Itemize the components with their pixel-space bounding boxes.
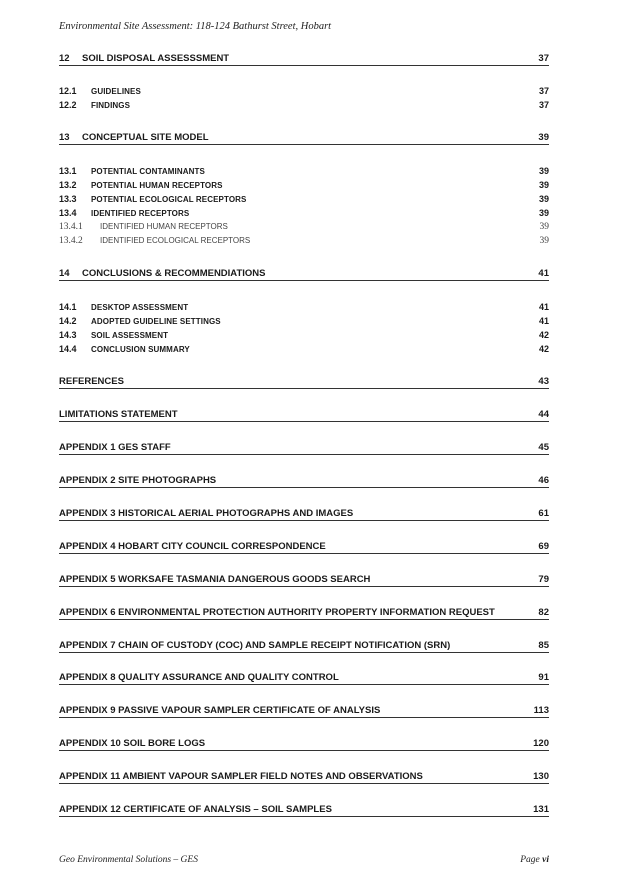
toc-entry-title: FINDINGS [91,101,131,110]
toc-entry-title: APPENDIX 7 CHAIN OF CUSTODY (COC) AND SAMPLE RECEIPT NOTIFICATION (SRN) [59,640,451,651]
toc-entry[interactable] [59,86,549,96]
toc-entry-title: APPENDIX 10 SOIL BORE LOGS [59,738,206,749]
toc-entry-title: IDENTIFIED ECOLOGICAL RECEPTORS [100,236,251,245]
toc-entry[interactable] [59,236,549,246]
toc-entry-title: LIMITATIONS STATEMENT [59,409,178,420]
toc-entry-number: 13.4.2 [59,236,83,246]
toc-entry-page: 120 [533,738,549,749]
toc-entry-page: 82 [538,607,549,618]
toc-entry-title: DESKTOP ASSESSMENT [91,303,189,312]
running-footer: Geo Environmental Solutions – GES [59,855,198,865]
toc-entry[interactable] [59,804,549,817]
toc-entry[interactable] [59,771,549,784]
toc-entry-title: ADOPTED GUIDELINE SETTINGS [91,317,221,326]
toc-entry[interactable] [59,344,549,354]
toc-entry[interactable] [59,302,549,312]
toc-entry-number: 12.2 [59,100,77,110]
toc-entry[interactable] [59,330,549,340]
toc-entry-number: 14 [59,268,70,279]
toc-entry-title: CONCLUSIONS & RECOMMENDIATIONS [82,268,266,279]
toc-entry-title: IDENTIFIED RECEPTORS [91,209,190,218]
toc-entry-page: 39 [538,180,549,190]
toc-entry[interactable] [59,475,549,488]
toc-entry[interactable] [59,442,549,455]
toc-entry-page: 131 [533,804,549,815]
page-number [480,855,549,865]
toc-entry[interactable] [59,316,549,326]
toc-entry-title: POTENTIAL ECOLOGICAL RECEPTORS [91,195,247,204]
running-header: Environmental Site Assessment: 118-124 Bathurst Street, Hobart [59,21,332,32]
toc-entry-page: 61 [538,508,549,519]
toc-entry-title: APPENDIX 9 PASSIVE VAPOUR SAMPLER CERTIFICATE OF ANALYSIS [59,705,381,716]
toc-entry-page: 37 [538,53,549,64]
toc-entry-title: APPENDIX 1 GES STAFF [59,442,171,453]
toc-entry-page: 41 [538,302,549,312]
toc-entry[interactable] [59,222,549,232]
toc-entry-number: 13.1 [59,166,77,176]
toc-entry-number: 13.4 [59,208,77,218]
toc-entry-page: 39 [538,132,549,143]
toc-entry-page: 39 [539,236,549,246]
toc-entry[interactable] [59,53,549,66]
toc-entry[interactable] [59,132,549,145]
toc-entry[interactable] [59,194,549,204]
toc-entry-number: 13.4.1 [59,222,83,232]
toc-entry-page: 42 [538,330,549,340]
toc-entry-page: 41 [538,316,549,326]
toc-entry-page: 42 [538,344,549,354]
toc-entry-title: CONCEPTUAL SITE MODEL [82,132,209,143]
toc-entry-number: 14.4 [59,344,77,354]
toc-entry-page: 39 [538,194,549,204]
toc-entry-page: 41 [538,268,549,279]
page-number-value: vi [542,855,549,865]
toc-entry-title: APPENDIX 2 SITE PHOTOGRAPHS [59,475,217,486]
toc-entry-title: IDENTIFIED HUMAN RECEPTORS [100,222,228,231]
toc-entry-page: 39 [538,208,549,218]
toc-entry-number: 13 [59,132,70,143]
toc-entry[interactable] [59,508,549,521]
toc-entry-title: POTENTIAL CONTAMINANTS [91,167,205,176]
toc-entry-page: 44 [538,409,549,420]
toc-entry[interactable] [59,376,549,389]
toc-entry-title: APPENDIX 8 QUALITY ASSURANCE AND QUALITY CONTROL [59,672,339,683]
toc-entry-number: 13.2 [59,180,77,190]
toc-entry-page: 46 [538,475,549,486]
toc-entry-number: 13.3 [59,194,77,204]
toc-entry-page: 85 [538,640,549,651]
toc-entry-title: CONCLUSION SUMMARY [91,345,190,354]
toc-entry[interactable] [59,672,549,685]
toc-entry[interactable] [59,268,549,281]
toc-entry-number: 12.1 [59,86,77,96]
toc-entry[interactable] [59,640,549,653]
toc-entry-title: GUIDELINES [91,87,141,96]
toc-entry[interactable] [59,738,549,751]
toc-entry-page: 69 [538,541,549,552]
toc-entry[interactable] [59,409,549,422]
toc-entry[interactable] [59,100,549,110]
toc-entry[interactable] [59,705,549,718]
toc-entry-title: APPENDIX 4 HOBART CITY COUNCIL CORRESPONDENCE [59,541,326,552]
toc-entry-page: 39 [538,166,549,176]
toc-entry-title: SOIL ASSESSMENT [91,331,169,340]
toc-entry-title: APPENDIX 3 HISTORICAL AERIAL PHOTOGRAPHS AND IMAGES [59,508,354,519]
toc-entry-number: 12 [59,53,70,64]
page-label: Page [520,855,543,865]
toc-entry-title: SOIL DISPOSAL ASSESSSMENT [82,53,230,64]
toc-entry[interactable] [59,180,549,190]
toc-entry-page: 113 [533,705,549,716]
toc-entry-page: 79 [538,574,549,585]
toc-entry-page: 130 [533,771,549,782]
toc-entry[interactable] [59,166,549,176]
toc-entry-number: 14.1 [59,302,77,312]
toc-entry[interactable] [59,208,549,218]
toc-entry-title: APPENDIX 6 ENVIRONMENTAL PROTECTION AUTHORITY PROPERTY INFORMATION REQUEST [59,607,495,618]
toc-entry-title: APPENDIX 12 CERTIFICATE OF ANALYSIS – SOIL SAMPLES [59,804,332,815]
toc-entry-number: 14.3 [59,330,77,340]
toc-entry[interactable] [59,607,549,620]
toc-entry-page: 45 [538,442,549,453]
toc-entry-page: 43 [538,376,549,387]
toc-entry-page: 91 [538,672,549,683]
toc-entry-page: 37 [538,86,549,96]
toc-entry-page: 39 [539,222,549,232]
toc-entry-number: 14.2 [59,316,77,326]
toc-entry-title: APPENDIX 5 WORKSAFE TASMANIA DANGEROUS GOODS SEARCH [59,574,371,585]
toc-entry-title: POTENTIAL HUMAN RECEPTORS [91,181,223,190]
toc-entry[interactable] [59,541,549,554]
toc-entry-page: 37 [538,100,549,110]
toc-entry[interactable] [59,574,549,587]
toc-entry-title: APPENDIX 11 AMBIENT VAPOUR SAMPLER FIELD NOTES AND OBSERVATIONS [59,771,423,782]
toc-entry-title: REFERENCES [59,376,124,387]
